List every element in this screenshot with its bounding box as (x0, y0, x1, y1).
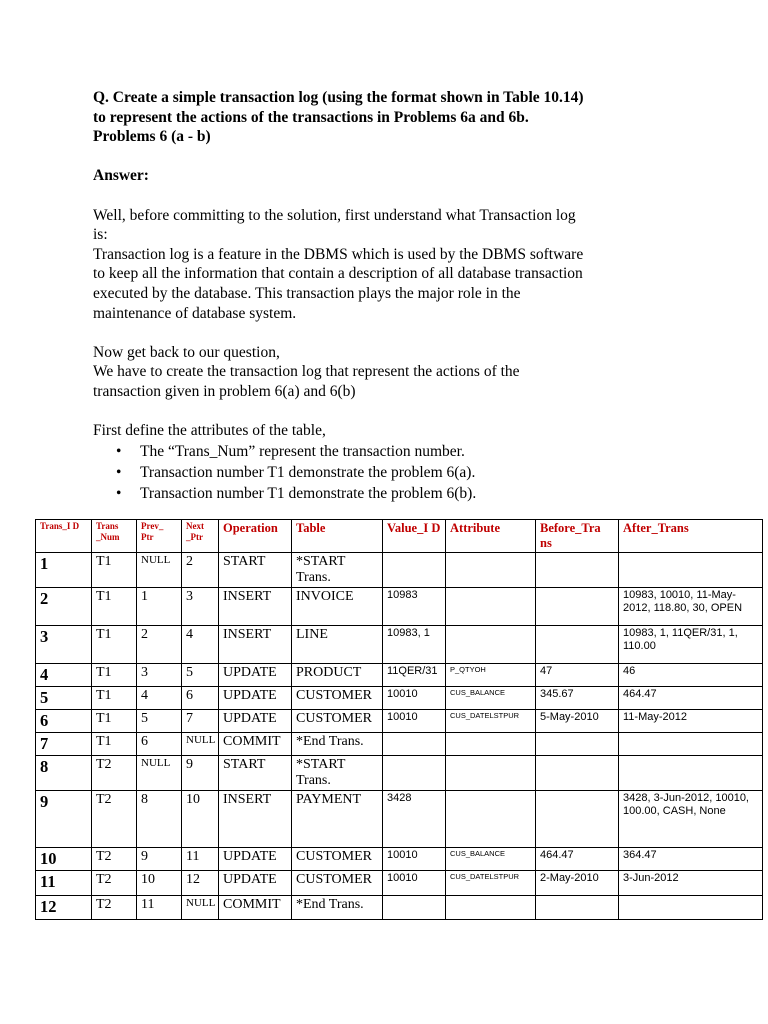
attribute-cell (446, 588, 536, 626)
prev-ptr-cell: 9 (137, 848, 182, 871)
operation-cell: START (219, 756, 292, 791)
prev-ptr-cell: NULL (137, 553, 182, 588)
trans-num-cell: T1 (92, 588, 137, 626)
next-ptr-cell: NULL (182, 896, 219, 920)
header-cell: Next _Ptr (182, 520, 219, 553)
value-id-cell (383, 553, 446, 588)
prev-ptr-cell: 6 (137, 733, 182, 756)
trans-id-cell: 3 (36, 626, 92, 664)
value-id-cell: 11QER/31 (383, 664, 446, 687)
question-line: Problems 6 (a - b) (93, 128, 211, 146)
prev-ptr-cell: NULL (137, 756, 182, 791)
document-body (93, 88, 713, 504)
table-name-cell: CUSTOMER (292, 687, 383, 710)
table-name-cell: CUSTOMER (292, 848, 383, 871)
text-line: Well, before committing to the solution, first understand what Transaction log (93, 206, 576, 224)
question (93, 88, 713, 147)
table-row (36, 553, 763, 588)
next-ptr-cell: 10 (182, 791, 219, 848)
table-row (36, 848, 763, 871)
before-trans-cell (536, 791, 619, 848)
header-cell: Value_I D (383, 520, 446, 553)
text-line: First define the attributes of the table, (93, 422, 326, 440)
after-trans-cell: 10983, 1, 11QER/31, 1, 110.00 (619, 626, 763, 664)
next-ptr-cell: 9 (182, 756, 219, 791)
trans-id-cell: 10 (36, 848, 92, 871)
trans-id-cell: 1 (36, 553, 92, 588)
value-id-cell: 10983 (383, 588, 446, 626)
table-name-cell: *START Trans. (292, 756, 383, 791)
table-row (36, 791, 763, 848)
attribute-cell (446, 733, 536, 756)
trans-num-cell: T2 (92, 791, 137, 848)
table-body (36, 553, 763, 920)
next-ptr-cell: 2 (182, 553, 219, 588)
prev-ptr-cell: 4 (137, 687, 182, 710)
before-trans-cell (536, 626, 619, 664)
attribute-cell: CUS_DATELSTPUR (446, 871, 536, 896)
context-paragraph (93, 343, 713, 402)
table-row (36, 687, 763, 710)
header-cell: Attribute (446, 520, 536, 553)
text-line: to keep all the information that contain a description of all database transaction (93, 265, 583, 283)
table-name-cell: CUSTOMER (292, 710, 383, 733)
after-trans-cell: 11-May-2012 (619, 710, 763, 733)
text-line: We have to create the transaction log that represent the actions of the (93, 363, 520, 381)
value-id-cell: 3428 (383, 791, 446, 848)
trans-num-cell: T2 (92, 871, 137, 896)
prev-ptr-cell: 11 (137, 896, 182, 920)
trans-id-cell: 9 (36, 791, 92, 848)
before-trans-cell: 464.47 (536, 848, 619, 871)
after-trans-cell (619, 733, 763, 756)
trans-num-cell: T1 (92, 553, 137, 588)
value-id-cell: 10010 (383, 871, 446, 896)
next-ptr-cell: 3 (182, 588, 219, 626)
prev-ptr-cell: 5 (137, 710, 182, 733)
trans-id-cell: 11 (36, 871, 92, 896)
operation-cell: UPDATE (219, 664, 292, 687)
value-id-cell: 10010 (383, 848, 446, 871)
next-ptr-cell: 7 (182, 710, 219, 733)
attribute-cell: CUS_BALANCE (446, 687, 536, 710)
after-trans-cell: 364.47 (619, 848, 763, 871)
after-trans-cell: 46 (619, 664, 763, 687)
before-trans-cell (536, 756, 619, 791)
trans-num-cell: T2 (92, 756, 137, 791)
table-name-cell: *End Trans. (292, 896, 383, 920)
table-name-cell: PAYMENT (292, 791, 383, 848)
attribute-list (93, 441, 713, 504)
value-id-cell (383, 896, 446, 920)
operation-cell: INSERT (219, 588, 292, 626)
trans-id-cell: 2 (36, 588, 92, 626)
trans-num-cell: T1 (92, 626, 137, 664)
after-trans-cell: 10983, 10010, 11-May-2012, 118.80, 30, OPEN (619, 588, 763, 626)
table-name-cell: INVOICE (292, 588, 383, 626)
before-trans-cell: 5-May-2010 (536, 710, 619, 733)
next-ptr-cell: 5 (182, 664, 219, 687)
transaction-log-table (35, 519, 763, 920)
next-ptr-cell: 6 (182, 687, 219, 710)
prev-ptr-cell: 3 (137, 664, 182, 687)
table-row (36, 664, 763, 687)
list-item: • Transaction number T1 demonstrate the problem 6(a). (93, 462, 713, 483)
operation-cell: INSERT (219, 626, 292, 664)
before-trans-cell: 47 (536, 664, 619, 687)
table-row (36, 626, 763, 664)
trans-id-cell: 7 (36, 733, 92, 756)
trans-num-cell: T1 (92, 664, 137, 687)
trans-id-cell: 8 (36, 756, 92, 791)
text-line: maintenance of database system. (93, 304, 297, 322)
before-trans-cell: 2-May-2010 (536, 871, 619, 896)
list-item: • Transaction number T1 demonstrate the problem 6(b). (93, 483, 713, 504)
after-trans-cell (619, 756, 763, 791)
table-name-cell: *START Trans. (292, 553, 383, 588)
after-trans-cell: 3-Jun-2012 (619, 871, 763, 896)
value-id-cell: 10983, 1 (383, 626, 446, 664)
prev-ptr-cell: 2 (137, 626, 182, 664)
question-line: to represent the actions of the transactions in Problems 6a and 6b. (93, 108, 529, 126)
attribute-cell (446, 756, 536, 791)
header-cell: Trans_I D (36, 520, 92, 553)
trans-num-cell: T1 (92, 710, 137, 733)
table-name-cell: CUSTOMER (292, 871, 383, 896)
operation-cell: UPDATE (219, 710, 292, 733)
attribute-cell: P_QTYOH (446, 664, 536, 687)
list-item: • The “Trans_Num” represent the transaction number. (93, 441, 713, 462)
after-trans-cell: 3428, 3-Jun-2012, 10010, 100.00, CASH, None (619, 791, 763, 848)
header-cell: After_Trans (619, 520, 763, 553)
text-line: Transaction log is a feature in the DBMS which is used by the DBMS software (93, 245, 584, 263)
text-line: Now get back to our question, (93, 343, 280, 361)
operation-cell: UPDATE (219, 871, 292, 896)
next-ptr-cell: NULL (182, 733, 219, 756)
trans-id-cell: 6 (36, 710, 92, 733)
attribute-cell: CUS_DATELSTPUR (446, 710, 536, 733)
operation-cell: START (219, 553, 292, 588)
table-row (36, 588, 763, 626)
answer-label: Answer: (93, 167, 149, 185)
intro-paragraph (93, 206, 713, 324)
value-id-cell (383, 733, 446, 756)
trans-id-cell: 12 (36, 896, 92, 920)
trans-id-cell: 5 (36, 687, 92, 710)
table-row (36, 710, 763, 733)
before-trans-cell (536, 896, 619, 920)
prev-ptr-cell: 10 (137, 871, 182, 896)
after-trans-cell (619, 896, 763, 920)
table-row (36, 733, 763, 756)
trans-num-cell: T2 (92, 896, 137, 920)
operation-cell: COMMIT (219, 733, 292, 756)
text-line: executed by the database. This transaction plays the major role in the (93, 284, 521, 302)
text-line: transaction given in problem 6(a) and 6(b) (93, 382, 356, 400)
next-ptr-cell: 11 (182, 848, 219, 871)
table-name-cell: *End Trans. (292, 733, 383, 756)
operation-cell: INSERT (219, 791, 292, 848)
header-cell: Before_Tra ns (536, 520, 619, 553)
value-id-cell: 10010 (383, 687, 446, 710)
attribute-cell (446, 626, 536, 664)
attribute-cell: CUS_BALANCE (446, 848, 536, 871)
table-row (36, 896, 763, 920)
before-trans-cell: 345.67 (536, 687, 619, 710)
before-trans-cell (536, 588, 619, 626)
table-row (36, 871, 763, 896)
prev-ptr-cell: 1 (137, 588, 182, 626)
header-cell: Table (292, 520, 383, 553)
attribute-cell (446, 791, 536, 848)
attributes-paragraph (93, 421, 713, 504)
next-ptr-cell: 4 (182, 626, 219, 664)
after-trans-cell (619, 553, 763, 588)
table-name-cell: LINE (292, 626, 383, 664)
operation-cell: UPDATE (219, 687, 292, 710)
before-trans-cell (536, 733, 619, 756)
value-id-cell: 10010 (383, 710, 446, 733)
trans-id-cell: 4 (36, 664, 92, 687)
operation-cell: UPDATE (219, 848, 292, 871)
header-cell: Operation (219, 520, 292, 553)
trans-num-cell: T1 (92, 733, 137, 756)
value-id-cell (383, 756, 446, 791)
header-cell: Trans _Num (92, 520, 137, 553)
trans-num-cell: T1 (92, 687, 137, 710)
table-header-row (36, 520, 763, 553)
table-name-cell: PRODUCT (292, 664, 383, 687)
after-trans-cell: 464.47 (619, 687, 763, 710)
next-ptr-cell: 12 (182, 871, 219, 896)
trans-num-cell: T2 (92, 848, 137, 871)
header-cell: Prev_ Ptr (137, 520, 182, 553)
operation-cell: COMMIT (219, 896, 292, 920)
attribute-cell (446, 896, 536, 920)
question-line: Q. Create a simple transaction log (using the format shown in Table 10.14) (93, 89, 584, 106)
attribute-cell (446, 553, 536, 588)
text-line: is: (93, 226, 108, 244)
before-trans-cell (536, 553, 619, 588)
table-row (36, 756, 763, 791)
prev-ptr-cell: 8 (137, 791, 182, 848)
